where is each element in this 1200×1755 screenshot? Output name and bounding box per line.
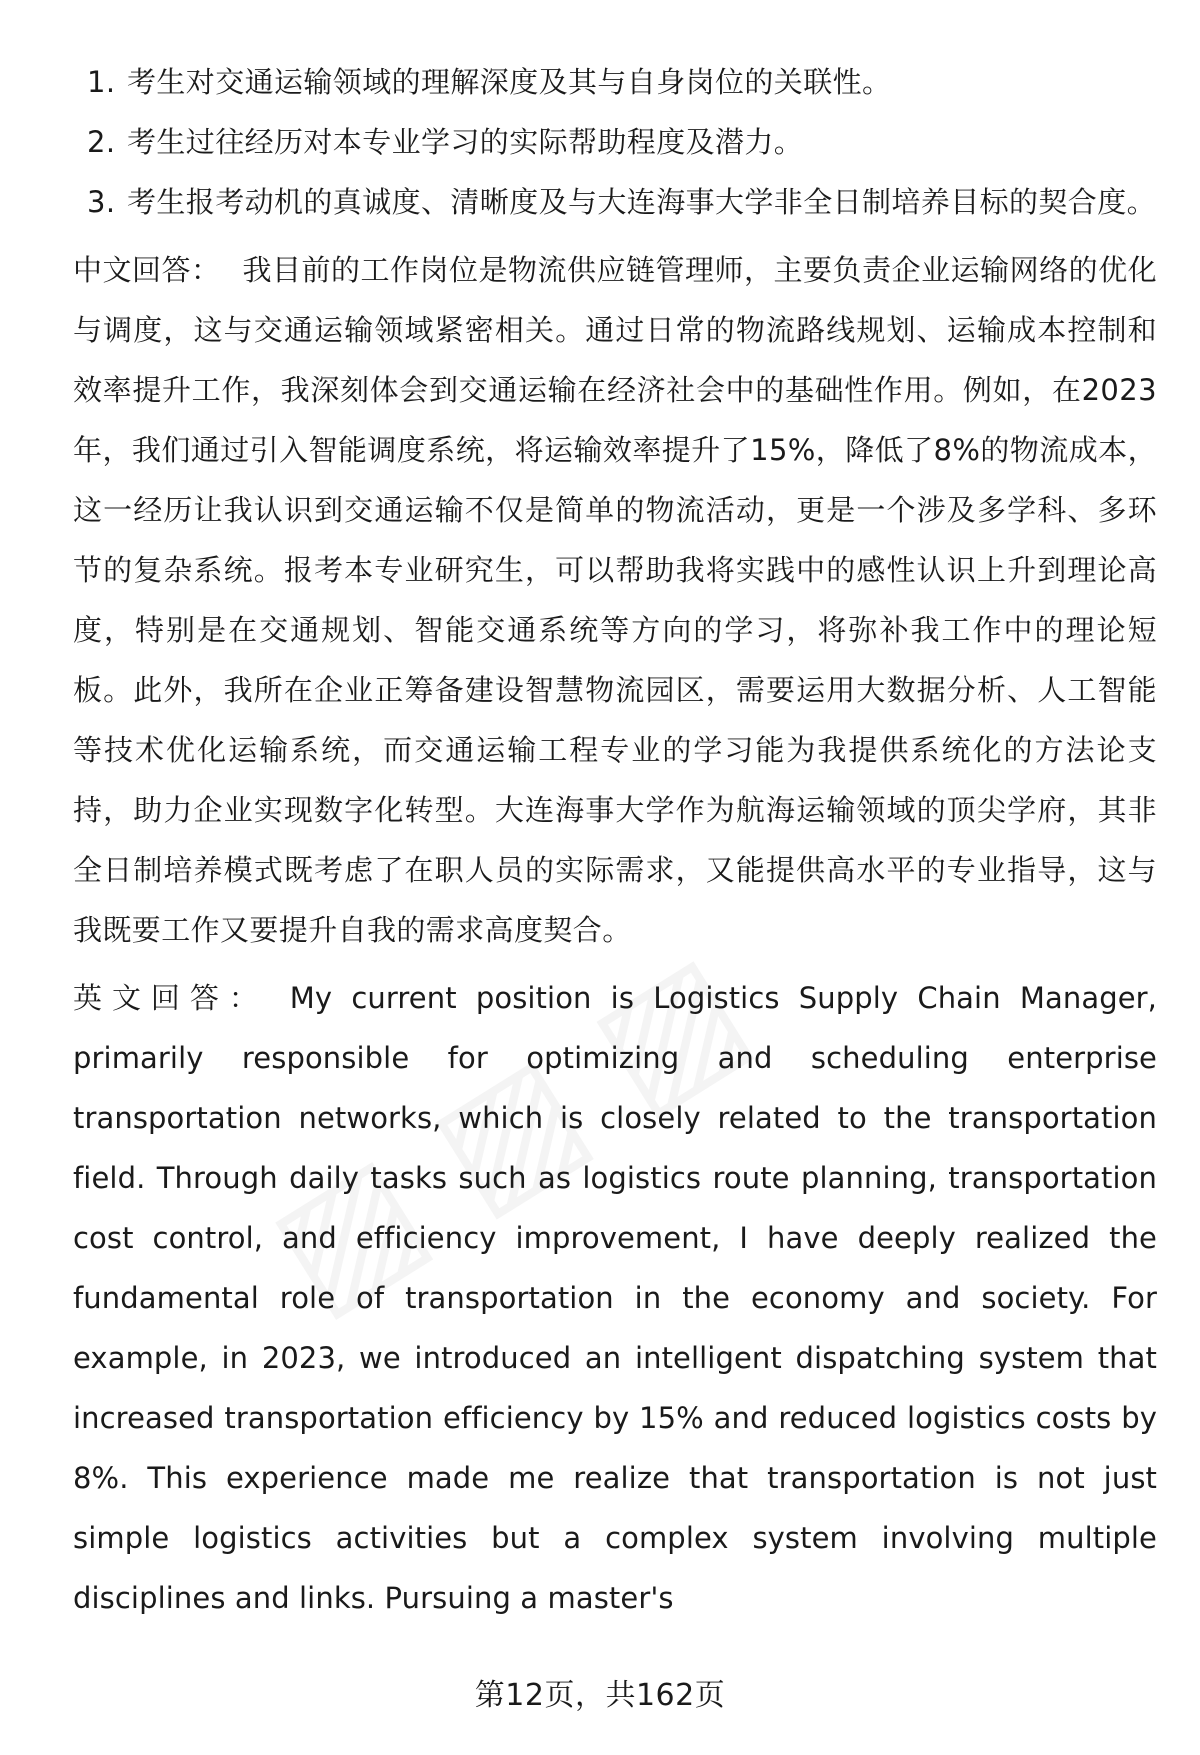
- chinese-answer-label: 中文回答：: [73, 253, 221, 287]
- criteria-list: [73, 52, 1157, 232]
- list-item-text: 考生报考动机的真诚度、清晰度及与大连海事大学非全日制培养目标的契合度。: [127, 185, 1157, 219]
- chinese-answer: [73, 240, 1157, 960]
- english-answer-label: 英文回答：: [73, 981, 268, 1015]
- list-item: [73, 172, 1157, 232]
- list-item: [73, 112, 1157, 172]
- english-answer-text: My current position is Logistics Supply Chain Manager, primarily responsible for optimizing and scheduling enterprise transportation networks, which is closely related to the transportation field. Through daily tasks such as logistics route planning, transportation cost control, and efficiency improvement, I have deeply realized the fundamental role of transportation in the economy and society. For example, in 2023, we introduced an intelligent dispatching system that increased transportation efficiency by 15% and reduced logistics costs by 8%. This experience made me realize that transportation is not just simple logistics activities but a complex system involving multiple disciplines and links. Pursuing a master's: [73, 981, 1157, 1615]
- document-page: [73, 52, 1157, 1628]
- list-item: [73, 52, 1157, 112]
- list-item-number: 1.: [87, 65, 116, 99]
- page-number: 第12页，共162页: [474, 1678, 726, 1713]
- english-answer: [73, 968, 1157, 1628]
- list-item-text: 考生对交通运输领域的理解深度及其与自身岗位的关联性。: [127, 65, 892, 99]
- list-item-text: 考生过往经历对本专业学习的实际帮助程度及潜力。: [127, 125, 804, 159]
- chinese-answer-text: 我目前的工作岗位是物流供应链管理师，主要负责企业运输网络的优化与调度，这与交通运输领域紧密相关。通过日常的物流路线规划、运输成本控制和效率提升工作，我深刻体会到交通运输在经济社会中的基础性作用。例如，在2023年，我们通过引入智能调度系统，将运输效率提升了15%，降低了8%的物流成本，这一经历让我认识到交通运输不仅是简单的物流活动，更是一个涉及多学科、多环节的复杂系统。报考本专业研究生，可以帮助我将实践中的感性认识上升到理论高度，特别是在交通规划、智能交通系统等方向的学习，将弥补我工作中的理论短板。此外，我所在企业正筹备建设智慧物流园区，需要运用大数据分析、人工智能等技术优化运输系统，而交通运输工程专业的学习能为我提供系统化的方法论支持，助力企业实现数字化转型。大连海事大学作为航海运输领域的顶尖学府，其非全日制培养模式既考虑了在职人员的实际需求，又能提供高水平的专业指导，这与我既要工作又要提升自我的需求高度契合。: [73, 253, 1157, 947]
- list-item-number: 3.: [87, 185, 116, 219]
- list-item-number: 2.: [87, 125, 116, 159]
